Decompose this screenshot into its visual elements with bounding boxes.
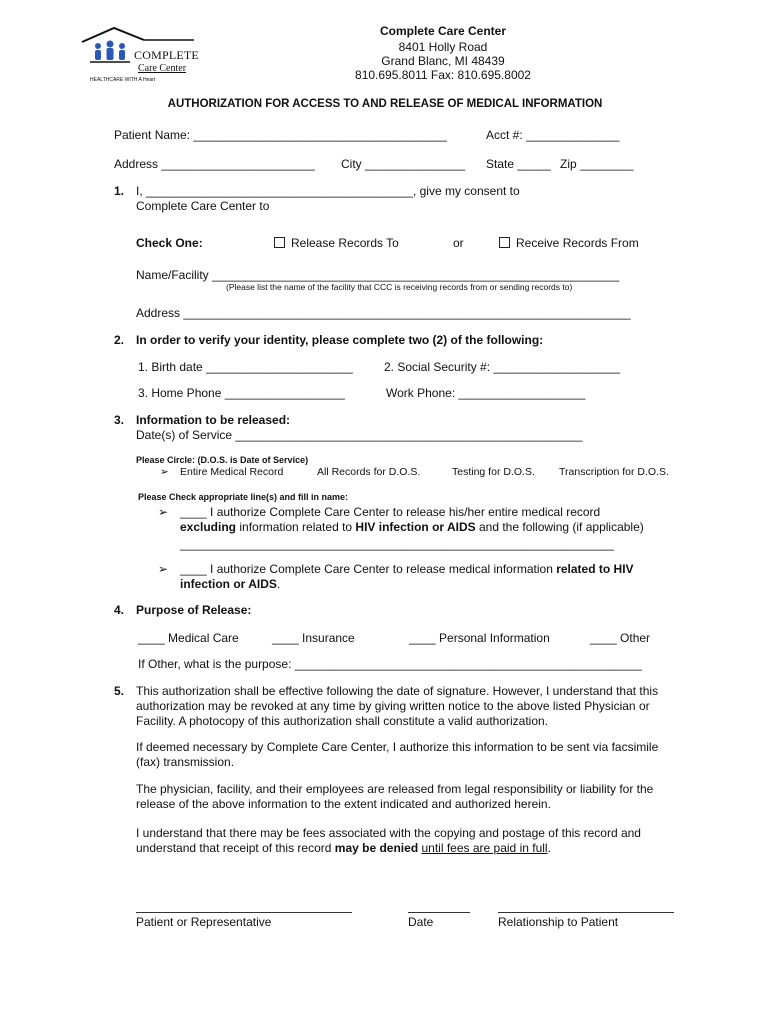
- relationship-label: Relationship to Patient: [498, 915, 619, 929]
- receive-checkbox[interactable]: [499, 237, 510, 248]
- birth-date-field[interactable]: 1. Birth date ______________________: [138, 360, 353, 374]
- purpose-medical-care[interactable]: ____ Medical Care: [138, 631, 239, 645]
- facility-name-field[interactable]: Name/Facility _____________________________________________________________: [136, 268, 620, 282]
- home-phone-field[interactable]: 3. Home Phone __________________: [138, 386, 345, 400]
- arrow-bullet-icon: ➢: [158, 505, 169, 519]
- please-circle-label: Please Circle: (D.O.S. is Date of Service): [136, 455, 309, 465]
- circle-opt-entire[interactable]: Entire Medical Record: [180, 466, 284, 478]
- date-label: Date: [408, 915, 434, 929]
- section-2-number: 2.: [114, 333, 125, 347]
- exclude-mid-text: information related to: [236, 520, 356, 534]
- circle-opt-transcription[interactable]: Transcription for D.O.S.: [559, 466, 669, 478]
- dates-of-service-field[interactable]: Date(s) of Service ____________________________________________________: [136, 428, 583, 442]
- related-hiv-bold: related to HIV: [556, 562, 634, 576]
- receive-records-label: Receive Records From: [516, 236, 639, 250]
- related-hiv-text: ____ I authorize Complete Care Center to release medical information: [180, 562, 557, 576]
- purpose-personal-info[interactable]: ____ Personal Information: [409, 631, 550, 645]
- release-records-label: Release Records To: [291, 236, 399, 250]
- facility-address-field[interactable]: Address ___________________________________________________________________: [136, 306, 631, 320]
- acct-field[interactable]: Acct #: ______________: [486, 128, 620, 142]
- patient-name-field[interactable]: Patient Name: ______________________________________: [114, 128, 447, 142]
- related-hiv-option-line2: [180, 577, 280, 591]
- section-2-heading: In order to verify your identity, please complete two (2) of the following:: [136, 333, 544, 347]
- circle-opt-all-dos[interactable]: All Records for D.O.S.: [317, 466, 421, 478]
- facility-note: (Please list the name of the facility that CCC is receiving records from or sending records to): [226, 282, 573, 292]
- section-3-heading: Information to be released:: [136, 413, 291, 427]
- patient-signature-label: Patient or Representative: [136, 915, 272, 929]
- exclude-following-field[interactable]: _________________________________________________________________: [180, 537, 614, 551]
- related-hiv-option-line1[interactable]: [180, 562, 634, 576]
- patient-signature-line[interactable]: [136, 912, 352, 913]
- fax-authorization-paragraph: If deemed necessary by Complete Care Center, I authorize this information to be sent via facsimile (fax) transmission.: [136, 740, 659, 769]
- infection-aids-bold: infection or AIDS: [180, 577, 277, 591]
- logo-name-line2: Care Center: [138, 63, 187, 74]
- section-5-number: 5.: [114, 684, 125, 698]
- form-title: AUTHORIZATION FOR ACCESS TO AND RELEASE OF MEDICAL INFORMATION: [167, 98, 603, 110]
- until-fees-paid-text: until fees are paid in full: [421, 841, 548, 855]
- authorization-effective-paragraph: This authorization shall be effective following the date of signature. However, I understand that this authorization may be revoked at any time by giving written notice to the above listed Physician or Facility. A photocopy of this authorization shall constitute a valid authorization.: [136, 684, 659, 728]
- check-one-label: Check One:: [136, 236, 203, 250]
- may-be-denied-text: may be denied: [334, 841, 419, 855]
- exclude-end-text: and the following (if applicable): [475, 520, 644, 534]
- purpose-other[interactable]: ____ Other: [590, 631, 651, 645]
- date-signature-line[interactable]: [408, 912, 470, 913]
- please-check-label: Please Check appropriate line(s) and fill in name:: [138, 492, 349, 502]
- fees-paragraph: [136, 826, 681, 856]
- purpose-insurance[interactable]: ____ Insurance: [272, 631, 355, 645]
- release-checkbox[interactable]: [274, 237, 285, 248]
- patient-zip-field[interactable]: Zip ________: [560, 157, 634, 171]
- circle-opt-testing[interactable]: Testing for D.O.S.: [452, 466, 535, 478]
- patient-state-field[interactable]: State _____: [486, 157, 551, 171]
- receive-records-option[interactable]: [499, 236, 639, 250]
- logo-tagline: HEALTHCARE WITH A Heart: [90, 77, 156, 83]
- section-3-number: 3.: [114, 413, 125, 427]
- consent-line2: Complete Care Center to: [136, 199, 270, 213]
- section-1-number: 1.: [114, 184, 125, 198]
- fees-text: I understand that there may be fees associated with the copying and postage of this record and understand that receipt of this record: [136, 826, 641, 855]
- logo: [80, 26, 200, 86]
- or-label: or: [453, 236, 464, 250]
- work-phone-field[interactable]: Work Phone: ___________________: [386, 386, 586, 400]
- excluding-text: excluding: [180, 520, 237, 534]
- other-purpose-field[interactable]: If Other, what is the purpose: ____________________________________________________: [138, 657, 642, 671]
- center-name: Complete Care Center: [379, 24, 507, 38]
- consent-name-field[interactable]: I, ________________________________________, give my consent to: [136, 184, 520, 198]
- liability-release-paragraph: The physician, facility, and their employees are released from legal responsibility or liability for the release of the above information to the extent indicated and authorized herein.: [136, 782, 654, 811]
- relationship-signature-line[interactable]: [498, 912, 674, 913]
- center-street: 8401 Holly Road: [398, 40, 488, 54]
- arrow-bullet-icon: ➢: [158, 562, 169, 576]
- center-city: Grand Blanc, MI 48439: [381, 54, 505, 68]
- patient-address-field[interactable]: Address _______________________: [114, 157, 315, 171]
- exclude-hiv-option-line2: [180, 520, 644, 534]
- exclude-hiv-option-line1[interactable]: ____ I authorize Complete Care Center to release his/her entire medical record: [180, 505, 601, 519]
- logo-name-line1: COMPLETE: [134, 48, 199, 62]
- period-text: .: [276, 577, 281, 591]
- fees-period: .: [547, 841, 551, 855]
- arrow-bullet-icon: ➢: [160, 466, 169, 478]
- section-4-number: 4.: [114, 603, 125, 617]
- patient-city-field[interactable]: City _______________: [341, 157, 466, 171]
- release-records-option[interactable]: [274, 236, 399, 250]
- ssn-field[interactable]: 2. Social Security #: ___________________: [384, 360, 621, 374]
- hiv-text: HIV infection or AIDS: [355, 520, 476, 534]
- section-4-heading: Purpose of Release:: [136, 603, 252, 617]
- center-phones: 810.695.8011 Fax: 810.695.8002: [355, 68, 531, 82]
